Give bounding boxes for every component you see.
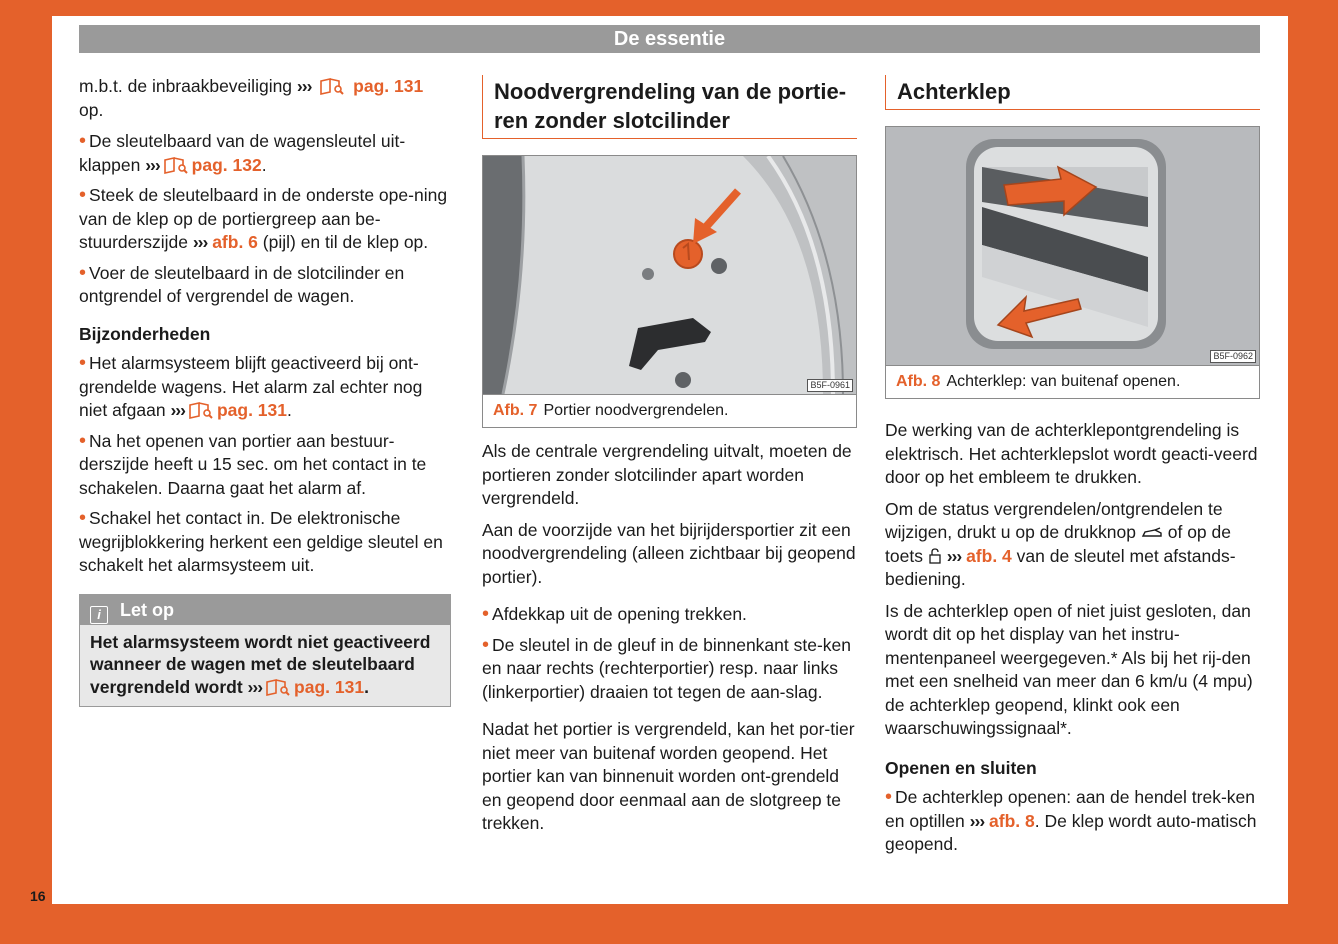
unlock-icon [928, 548, 942, 564]
figure-caption: Afb. 7 Portier noodvergrendelen. [483, 394, 856, 427]
column-middle [482, 75, 857, 844]
emblem-image [886, 127, 1259, 365]
book-reference-icon [319, 77, 345, 95]
page-ref-link[interactable]: pag. 131 [216, 400, 288, 420]
list-item: • Voer de sleutelbaard in de slotcilinder en ontgrendel of vergrendel de wagen. [79, 261, 405, 306]
column-right [885, 75, 1260, 864]
car-open-icon [1141, 527, 1163, 539]
list-item: • Na het openen van portier aan bestuur-derszijde heeft u 15 sec. om het contact in te schakelen. Daarna gaat het alarm af. [79, 429, 427, 498]
figure-ref-link[interactable]: afb. 6 [212, 232, 258, 252]
section-title: Noodvergrendeling van de portie-ren zonder slotcilinder [482, 75, 857, 139]
page-number: 16 [30, 888, 46, 904]
figure-caption: Afb. 8 Achterklep: van buitenaf openen. [886, 365, 1259, 398]
figure-door-lock [482, 155, 857, 428]
paragraph: Nadat het portier is vergrendeld, kan het por-tier niet meer van buitenaf worden geopend. Het portier kan van binnenuit worden ont-grendeld en geopend door eenmaal aan de slotgreep te trekken. [482, 719, 855, 833]
section-header: De essentie [79, 25, 1260, 53]
paragraph: De werking van de achterklepontgrendeling is elektrisch. Het achterklepslot wordt geacti-veerd door op het embleem te drukken. [885, 420, 1258, 487]
list-item: • Steek de sleutelbaard in de onderste ope-ning van de klep op de portiergreep aan be-stuurderszijde ››› afb. 6 (pijl) en til de klep op. [79, 184, 448, 252]
book-reference-icon [188, 401, 214, 419]
paragraph: Aan de voorzijde van het bijrijdersportier zit een noodvergrendeling (alleen zichtbaar bij geopend portier). [482, 519, 856, 587]
subheading: Openen en sluiten [885, 757, 1037, 778]
paragraph: Is de achterklep open of niet juist gesloten, dan wordt dit op het display van het instru-mentenpaneel weergegeven.* Als bij het rij-den met een snelheid van meer dan 6 km/u (4 mpu) de achterklep geopend, klinkt ook een waarschuwingssignaal*. [885, 600, 1253, 738]
list-item: • De sleutel in de gleuf in de binnenkant ste-ken en naar rechts (rechterportier) resp. naar links (linkerportier) draaien tot tegen de aan-slag. [482, 633, 852, 702]
figure-tailgate-emblem [885, 126, 1260, 399]
page-ref-link[interactable]: pag. 131 [353, 76, 424, 96]
section-title: Achterklep [885, 75, 1260, 110]
figure-ref-link[interactable]: afb. 4 [966, 545, 1012, 566]
emblem-illustration [886, 127, 1259, 365]
paragraph: Als de centrale vergrendeling uitvalt, moeten de portieren zonder slotcilinder apart worden vergrendeld. [482, 441, 852, 508]
note-box [79, 594, 451, 708]
page-ref-link[interactable]: pag. 132 [191, 154, 262, 175]
note-text: Het alarmsysteem wordt niet geactiveerd wanneer de wagen met de sleutelbaard vergrendeld wordt ››› pag. 131. [80, 625, 450, 707]
figure-code: B5F-0962 [1210, 350, 1256, 363]
list-item: • Afdekkap uit de opening trekken. [482, 603, 747, 625]
note-header: i Let op [80, 595, 450, 625]
list-item: • Schakel het contact in. De elektronische wegrijblokkering herkent een geldige sleutel en schakelt het alarmsysteem uit. [79, 507, 443, 575]
list-item: • De sleutelbaard van de wagensleutel uit-klappen ››› pag. 132. [79, 130, 406, 175]
info-icon: i [90, 606, 108, 624]
intro-paragraph: m.b.t. de inbraakbeveiliging ››› pag. 131 op. [79, 76, 424, 120]
door-illustration [483, 156, 856, 394]
list-item: • De achterklep openen: aan de hendel trek-ken en optillen ››› afb. 8. De klep wordt auto-matisch geopend. [885, 786, 1257, 854]
subheading: Bijzonderheden [79, 323, 211, 344]
book-reference-icon [163, 156, 189, 174]
list-item: • Het alarmsysteem blijft geactiveerd bij ont-grendelde wagens. Het alarm zal echter nog niet afgaan ››› pag. 131. [79, 352, 423, 420]
door-image [483, 156, 856, 394]
paragraph: Om de status vergrendelen/ontgrendelen te wijzigen, drukt u op de drukknop of op de toets ››› afb. 4 van de sleutel met afstands-bediening. [885, 498, 1236, 589]
page-ref-link[interactable]: pag. 131 [294, 676, 365, 697]
figure-code: B5F-0961 [807, 379, 853, 392]
book-reference-icon [265, 678, 291, 696]
column-left [79, 75, 451, 707]
figure-ref-link[interactable]: afb. 8 [989, 810, 1035, 831]
